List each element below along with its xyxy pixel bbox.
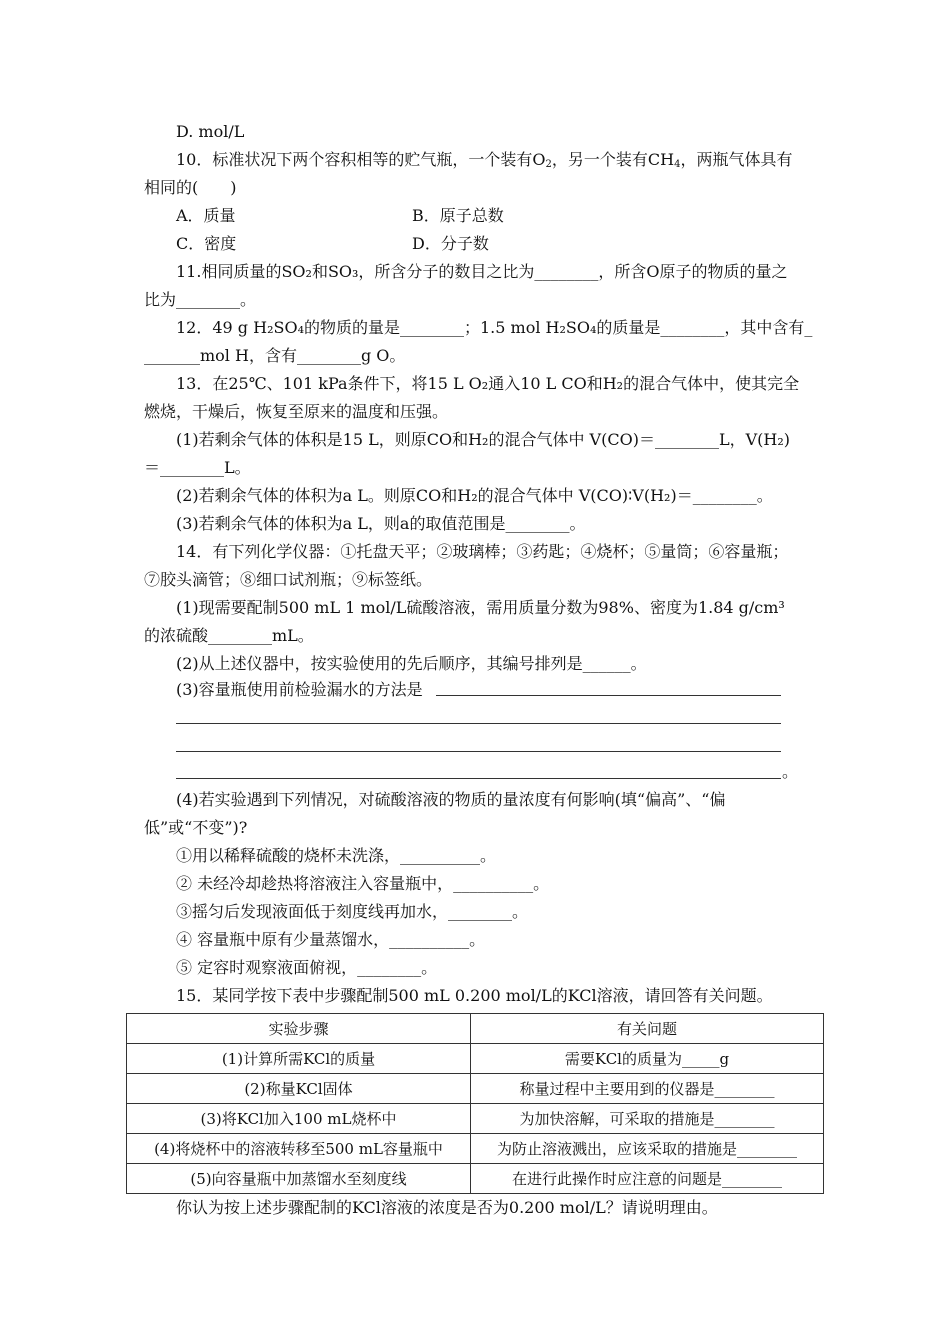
answer-line — [176, 778, 781, 779]
q12-line1: 12．49 g H₂SO₄的物质的量是________；1.5 mol H₂SO₄的质量是________，其中含有_ — [176, 318, 813, 337]
table-cell-question: 在进行此操作时应注意的问题是________ — [471, 1164, 824, 1194]
q14-item: ①用以稀释硫酸的烧杯未洗涤，__________。 — [176, 846, 497, 865]
q9-option-d: D. mol/L — [176, 122, 245, 141]
q10-stem-part1: 10．标准状况下两个容积相等的贮气瓶，一个装有O — [176, 150, 546, 169]
q15-stem: 15．某同学按下表中步骤配制500 mL 0.200 mol/L的KCl溶液，请回答有关问题。 — [176, 986, 773, 1005]
table-cell-step: (2)称量KCl固体 — [127, 1074, 471, 1104]
q14-line2: ⑦胶头滴管；⑧细口试剂瓶；⑨标签纸。 — [144, 570, 433, 589]
table-header-row — [127, 1014, 824, 1044]
q14-sub1-line1: (1)现需要配制500 mL 1 mol/L硫酸溶液，需用质量分数为98%、密度为1.84 g/cm³ — [176, 598, 785, 617]
table-cell-question: 称量过程中主要用到的仪器是________ — [471, 1074, 824, 1104]
q11-line1: 11.相同质量的SO₂和SO₃，所含分子的数目之比为________，所含O原子的物质的量之 — [176, 262, 788, 281]
q14-sub3-end: 。 — [782, 762, 799, 781]
answer-line — [176, 751, 781, 752]
table-cell-question: 为加快溶解，可采取的措施是________ — [471, 1104, 824, 1134]
table-row — [127, 1104, 824, 1134]
q13-line2: 燃烧，干燥后，恢复至原来的温度和压强。 — [144, 402, 449, 421]
q14-item: ③摇匀后发现液面低于刻度线再加水，________。 — [176, 902, 529, 921]
q10-stem-line2: 相同的( ) — [144, 178, 237, 197]
q14-sub4-line1: (4)若实验遇到下列情况，对硫酸溶液的物质的量浓度有何影响(填“偏高”、“偏 — [176, 790, 726, 809]
table-row — [127, 1164, 824, 1194]
q13-sub1-line2: ＝________L。 — [144, 458, 251, 477]
q10-stem: 10．标准状况下两个容积相等的贮气瓶，一个装有$O_2$，另一个装有$CH_4$，两瓶气体具有 — [176, 150, 793, 170]
q14-sub4-line2: 低”或“不变”)? — [144, 818, 248, 837]
q14-sub3: (3)容量瓶使用前检验漏水的方法是 — [176, 680, 423, 699]
q10-stem-part3: ，两瓶气体具有 — [680, 150, 793, 169]
table-row — [127, 1134, 824, 1164]
table-cell-question: 需要KCl的质量为_____g — [471, 1044, 824, 1074]
table-cell-step: (4)将烧杯中的溶液转移至500 mL容量瓶中 — [127, 1134, 471, 1164]
q15-followup: 你认为按上述步骤配制的KCl溶液的浓度是否为0.200 mol/L？请说明理由。 — [176, 1198, 718, 1217]
q10-option-a: A．质量 — [176, 206, 236, 225]
q15-steps-table — [126, 1013, 824, 1194]
q10-option-c: C．密度 — [176, 234, 237, 253]
q13-sub1-line1: (1)若剩余气体的体积是15 L，则原CO和H₂的混合气体中 V(CO)＝________L，V(H₂) — [176, 430, 790, 449]
table-row — [127, 1044, 824, 1074]
table-cell-question: 为防止溶液溅出，应该采取的措施是________ — [471, 1134, 824, 1164]
q13-line1: 13．在25℃、101 kPa条件下，将15 L O₂通入10 L CO和H₂的混合气体中，使其完全 — [176, 374, 800, 393]
q10-stem-part2: ，另一个装有CH — [551, 150, 675, 169]
q10-option-b: B．原子总数 — [412, 206, 504, 225]
q14-item: ② 未经冷却趁热将溶液注入容量瓶中，__________。 — [176, 874, 550, 893]
q11-line2: 比为________。 — [144, 290, 257, 309]
q14-sub1-line2: 的浓硫酸________mL。 — [144, 626, 314, 645]
q14-item: ⑤ 定容时观察液面俯视，________。 — [176, 958, 438, 977]
table-header-cell: 有关问题 — [471, 1014, 824, 1044]
table-cell-step: (1)计算所需KCl的质量 — [127, 1044, 471, 1074]
q13-sub2: (2)若剩余气体的体积为a L。则原CO和H₂的混合气体中 V(CO)∶V(H₂)＝________。 — [176, 486, 773, 505]
q14-sub2: (2)从上述仪器中，按实验使用的先后顺序，其编号排列是______。 — [176, 654, 647, 673]
answer-line — [436, 695, 781, 696]
q13-sub3: (3)若剩余气体的体积为a L，则a的取值范围是________。 — [176, 514, 586, 533]
table-header-cell: 实验步骤 — [127, 1014, 471, 1044]
q14-line1: 14．有下列化学仪器：①托盘天平；②玻璃棒；③药匙；④烧杯；⑤量筒；⑥容量瓶； — [176, 542, 789, 561]
q10-option-d: D．分子数 — [412, 234, 489, 253]
table-cell-step: (3)将KCl加入100 mL烧杯中 — [127, 1104, 471, 1134]
table-cell-step: (5)向容量瓶中加蒸馏水至刻度线 — [127, 1164, 471, 1194]
table-row — [127, 1074, 824, 1104]
answer-line — [176, 723, 781, 724]
q14-item: ④ 容量瓶中原有少量蒸馏水，__________。 — [176, 930, 486, 949]
q12-line2: _______mol H，含有________g O。 — [144, 346, 406, 365]
